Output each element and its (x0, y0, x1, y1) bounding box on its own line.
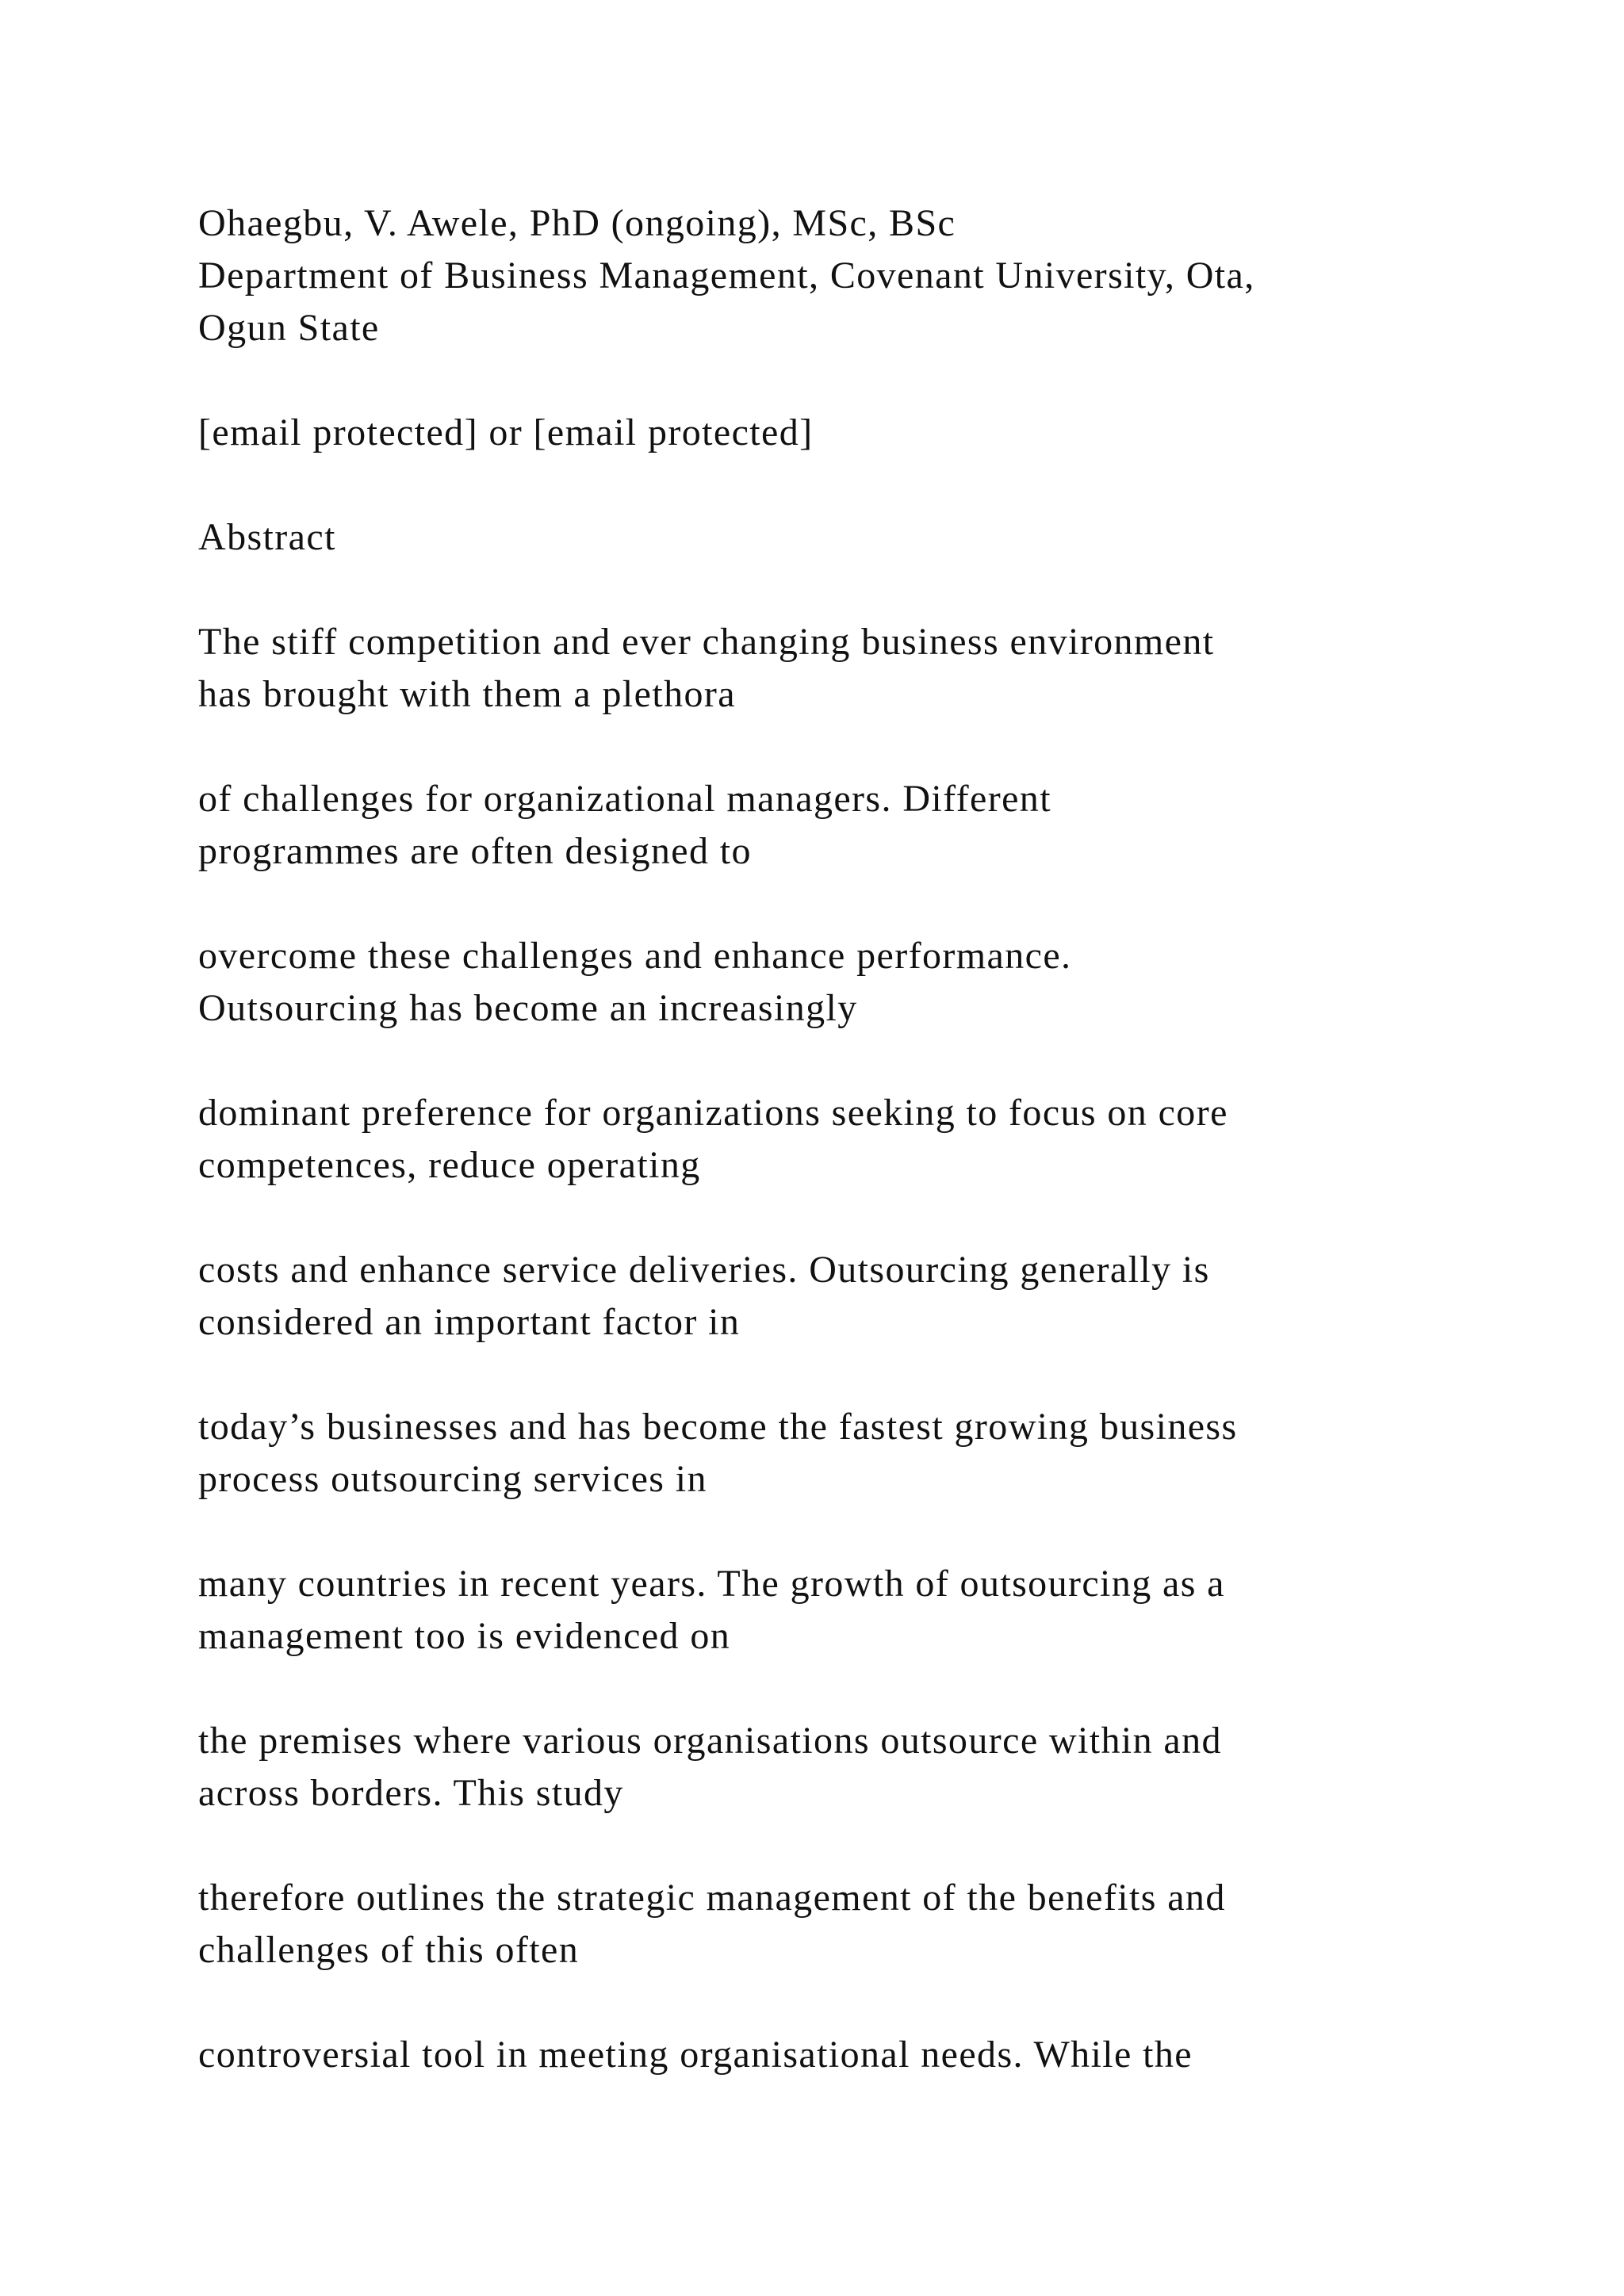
affiliation-line-1: Department of Business Management, Covenant University, Ota, (198, 254, 1255, 297)
abstract-line: overcome these challenges and enhance performance. (198, 935, 1072, 977)
abstract-line: considered an important factor in (198, 1301, 741, 1343)
affiliation-line-2: Ogun State (198, 307, 380, 349)
abstract-line: dominant preference for organizations seeking to focus on core (198, 1092, 1228, 1134)
abstract-line: management too is evidenced on (198, 1615, 731, 1657)
email-line: [email protected] or [email protected] (198, 411, 814, 453)
abstract-line: many countries in recent years. The growth of outsourcing as a (198, 1563, 1225, 1605)
abstract-line: controversial tool in meeting organisational needs. While the (198, 2034, 1193, 2076)
abstract-line: today’s businesses and has become the fastest growing business (198, 1406, 1238, 1448)
abstract-line: programmes are often designed to (198, 830, 752, 872)
abstract-line: costs and enhance service deliveries. Outsourcing generally is (198, 1249, 1210, 1291)
abstract-heading: Abstract (198, 516, 336, 558)
abstract-line: the premises where various organisations outsource within and (198, 1720, 1222, 1762)
abstract-line: has brought with them a plethora (198, 673, 736, 715)
abstract-line: of challenges for organizational managers. Different (198, 778, 1051, 820)
abstract-line: The stiff competition and ever changing business environment (198, 621, 1215, 663)
abstract-line: process outsourcing services in (198, 1458, 707, 1500)
abstract-line: across borders. This study (198, 1772, 624, 1814)
abstract-line: competences, reduce operating (198, 1144, 701, 1186)
author-line: Ohaegbu, V. Awele, PhD (ongoing), MSc, BSc (198, 202, 956, 244)
abstract-line: therefore outlines the strategic management of the benefits and (198, 1877, 1226, 1919)
abstract-line: Outsourcing has become an increasingly (198, 987, 858, 1029)
abstract-line: challenges of this often (198, 1929, 580, 1971)
